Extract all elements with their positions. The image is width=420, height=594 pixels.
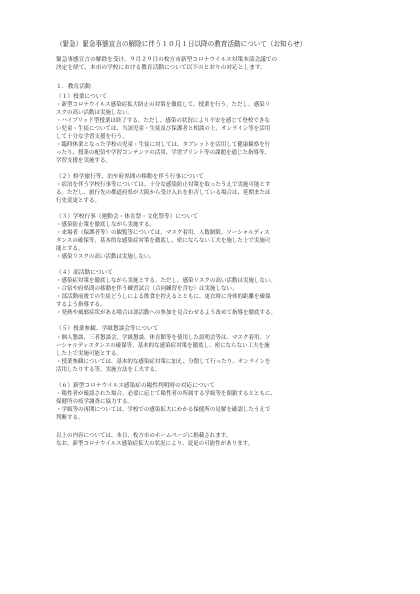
subsection-line: 判断する。 <box>56 414 84 421</box>
subsection-line: 保健所の疫学調査に協力する。 <box>56 398 134 405</box>
subsection-line: するよう指導する。 <box>56 302 106 309</box>
subsection-title: （３）学校行事（運動会・体育祭・文化祭等）について <box>56 214 199 221</box>
subsection-line: ・個人懇談、三者懇談会、学級懇談、体育館等を使用した説明会等は、マスク着用、ソ <box>56 334 271 341</box>
notice-document <box>56 40 374 448</box>
subsection-line: る。ただし、旅行先の都道府県が大阪から受け入れを拒否している場合は、延期または <box>56 190 271 197</box>
subsection-line: して十分な学習支援を行う。 <box>56 133 128 140</box>
subsection-line: 能とする。 <box>56 246 84 253</box>
subsection-title: （６）新型コロナウイルス感染症の陽性判明時の対応について <box>56 382 215 389</box>
section-heading: １．教育活動 <box>56 84 91 91</box>
subsection-line: ったり、授業の配信や学習コンテンツの活用、学習プリント等の課題を通じた指導等、 <box>56 149 271 156</box>
intro-paragraph <box>56 56 374 72</box>
closing-paragraph <box>56 432 374 448</box>
subsection-line: タンスの確保等、基本的な感染症対策を徹底し、密にならない工夫を施した上で実施可 <box>56 238 271 245</box>
subsection-line: ・感染防止策を徹底しながら実施する。 <box>56 222 156 229</box>
subsection-line: ーシャルディスタンスの確保等、基本的な感染症対策を徹底し、密にならない工夫を施 <box>56 342 270 349</box>
subsection-line: ・発熱や風邪症状がある場合は部活動への参加を見合わせるよう改めて指導を徹底する。 <box>56 310 277 317</box>
subsection <box>56 213 374 261</box>
subsection-line: 行先変更とする。 <box>56 198 101 205</box>
document-title: （緊急）緊急事態宣言の解除に伴う１０月１日以降の教育活動について（お知らせ） <box>56 40 307 48</box>
subsection-line: ・来場者（保護者等）の観覧等については、マスク着用、人数制限、ソーシャルディス <box>56 230 270 237</box>
subsection-line: ・宿泊を伴う学校行事等については、十分な感染防止対策を取ったうえで実施可能とす <box>56 182 271 189</box>
subsection-title: （４）部活動について <box>56 270 113 277</box>
subsection-line: ・臨時休業となった学校の児童・生徒に対しては、タブレットを活用して健康観察を行 <box>56 141 271 148</box>
subsection <box>56 173 374 205</box>
subsection-line: ・授業参観については、基本的な感染症対策に加え、分散して行ったり、オンラインを <box>56 358 271 365</box>
subsection <box>56 93 374 165</box>
subsection-line: ・部活動前後での生徒どうしによる飲食を控えるとともに、更衣時に身体的距離を確保 <box>56 294 271 301</box>
sections-container <box>56 93 374 422</box>
subsection-line: ・学級等の再開については、学校での感染拡大にかかる保健所の見解を確認したうえで <box>56 406 271 413</box>
subsection-line: ・感染リスクの高い活動は実施しない。 <box>56 254 155 261</box>
subsection-line: ・ハイブリッド型授業は終了する。ただし、感染の状況により不安を感じて登校できな <box>56 117 270 124</box>
intro-line: 緊急事態宣言の解除を受け、９月２９日の枚方市新型コロナウイルス対策本部会議での <box>56 57 278 63</box>
subsection-line: ・合宿や府県間の移動を伴う練習試合（合同練習を含む）は実施しない。 <box>56 286 238 293</box>
subsection <box>56 269 374 317</box>
subsection-title: （２）修学旅行等、泊や府県間の移動を伴う行事について <box>56 173 204 180</box>
subsection-line: 学習支援を実施する。 <box>56 157 112 164</box>
subsection-title: （１）授業について <box>56 93 108 100</box>
subsection <box>56 382 374 422</box>
subsection-line: 活用したりする等、実施方法を工夫する。 <box>56 366 161 373</box>
subsection-title: （５）授業参観、学級懇談会等について <box>56 326 159 333</box>
subsection-line: ・感染症対策を徹底しながら実施とする。ただし、感染リスクの高い活動は実施しない。 <box>56 278 276 285</box>
closing-line: なお、新型コロナウイルス感染症拡大の状況により、変更の可能性があります。 <box>56 440 254 447</box>
intro-line: 決定を経て、本市の学校における教育活動について以下のとおりの対応とします。 <box>56 65 266 72</box>
subsection-line: い児童・生徒については、当該児童・生徒及び保護者と相談の上、オンライン等を活用 <box>56 125 271 132</box>
subsection-line: ・新型コロナウイルス感染症拡大防止の対策を徹底して、授業を行う。ただし、感染リ <box>56 101 271 108</box>
subsection-line: した上で実施可能とする。 <box>56 350 123 357</box>
closing-line: 以上の内容については、本日、枚方市のホームページに掲載されます。 <box>56 432 232 439</box>
subsection <box>56 325 374 373</box>
subsection-line: ・陽性者が確認された場合、必要に応じて陽性者の所属する学級等を閉鎖するとともに、 <box>56 390 277 397</box>
subsection-line: スクの高い活動は実施しない。 <box>56 109 134 116</box>
